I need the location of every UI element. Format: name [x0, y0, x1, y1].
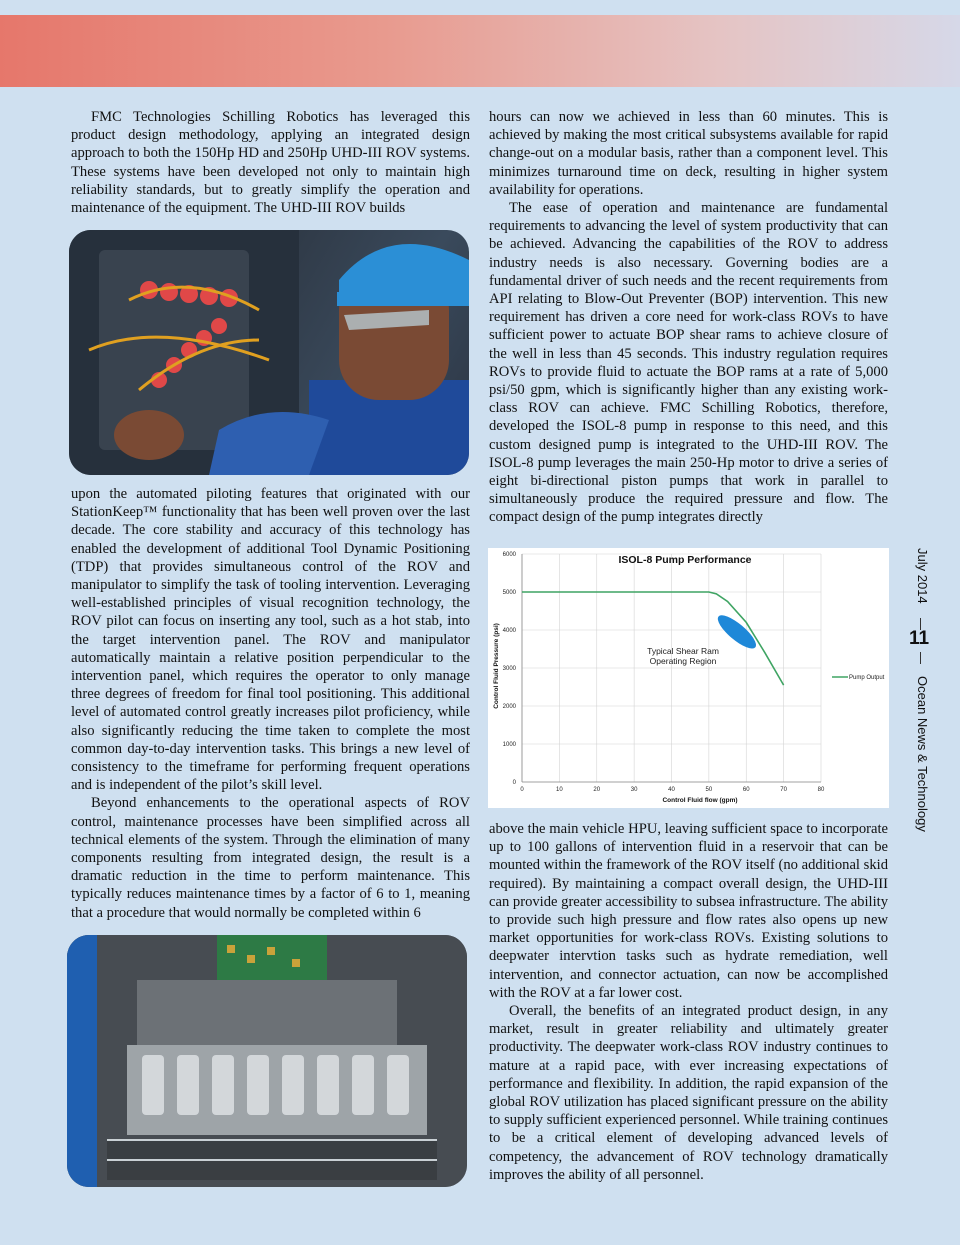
- paragraph: The ease of operation and maintenance are fundamental requirements to advancing the level of system productivity that can be achieved. Advancing the capabilities of the ROV to address industry needs is also necessary. Governing bodies are a fundamental driver of such needs and the recent requirements from API relating to Blow-Out Preventer (BOP) intervention. This new requirement has driven a core need for work-class ROVs to have sufficient power to actuate BOP shear rams to achieve closure of the well in less than 45 seconds. This industry regulation requires ROVs to provide fluid to actuate the BOP rams at a rate of 5,000 psi/50 gpm, which is significantly higher than any existing work-class ROV can achieve. FMC Schilling Robotics, therefore, developed the ISOL-8 pump in response to this need, and this custom designed pump is integrated to the UHD-III ROV. The ISOL-8 pump leverages the main 250-Hp motor to drive a series of eight bi-directional piston pumps that work in parallel to simultaneously produce the required pressure and flow. The compact design of the pump integrates directly: [489, 200, 888, 526]
- y-tick-label: 5000: [502, 590, 516, 596]
- article-column-2-bottom: [489, 820, 888, 1184]
- x-tick-label: 10: [556, 787, 563, 793]
- x-axis-label: Control Fluid flow (gpm): [662, 797, 738, 804]
- y-tick-label: 4000: [502, 628, 516, 634]
- annotation-line-2: Operating Region: [649, 656, 717, 666]
- technician-photo: [69, 230, 469, 475]
- paragraph: upon the automated piloting features that originated with our StationKeep™ functionality that has been well proven over the last decade. The core stability and accuracy of this technology has enabled the development of additional Tool Dynamic Positioning (TDP) that provides simultaneous control of the ROV and manipulator to simplify the task of tooling intervention. Leveraging well-established principles of visual recognition technology, the ROV pilot can focus on inserting any tool, such as a hot stab, into the target intervention panel. The ROV and manipulator automatically maintain a relative position perpendicular to the intervention panel, which requires the operator to only manage three degrees of freedom for final tool positioning. This additional level of automated control greatly increases pilot proficiency, while also significantly reducing the time taken to complete the most common day-to-day intervention tasks. This brings a new level of consistency to the timeframe for performing frequent operations and is independent of the pilot’s skill level.: [71, 486, 470, 794]
- article-column-1-top: [71, 108, 470, 217]
- x-tick-label: 80: [817, 787, 825, 793]
- x-tick-label: 50: [705, 787, 713, 793]
- y-tick-label: 0: [512, 780, 516, 786]
- paragraph: FMC Technologies Schilling Robotics has leveraged this product design methodology, applying an integrated design approach to both the 150Hp HD and 250Hp UHD-III ROV systems. These systems have been developed not only to maintain high reliability standards, but to greatly simplify the operation and maintenance of the equipment. The UHD-III ROV builds: [71, 109, 470, 217]
- legend-label: Pump Output: [849, 675, 885, 681]
- x-tick-label: 20: [593, 787, 601, 793]
- sidebar-divider: [920, 652, 921, 664]
- chart-svg: [488, 548, 889, 808]
- page-number: 11: [908, 628, 930, 649]
- paragraph: Overall, the benefits of an integrated product design, in any market, result in greater reliability and ultimately greater productivity. The deepwater work-class ROV industry continues to mature at a rapid pace, with ever increasing expectations of performance and flexibility. In addition, the rapid expansion of the global ROV utilization has placed significant pressure on the ability to supply sufficient experienced personnel. While training continues to be a critical element of developing advanced levels of competency, the advancement of ROV technology dramatically improves the ability of all personnel.: [489, 1003, 888, 1183]
- x-tick-label: 30: [630, 787, 638, 793]
- paragraph: Beyond enhancements to the operational aspects of ROV control, maintenance processes have been simplified across all technical elements of the system. Through the elimination of many components resulting from integrated design, the result is a dramatic reduction in the time to perform maintenance. This typically reduces maintenance times by a factor of 6 to 1, meaning that a procedure that would normally be completed within 6: [71, 795, 470, 921]
- y-tick-label: 6000: [502, 552, 516, 558]
- x-tick-label: 60: [742, 787, 750, 793]
- y-tick-label: 2000: [502, 704, 516, 710]
- header-band: [0, 15, 960, 87]
- chart-title: ISOL-8 Pump Performance: [618, 554, 752, 566]
- publication-name: Ocean News & Technology: [915, 676, 930, 832]
- article-column-2-top: [489, 108, 888, 527]
- pump-hardware-photo: [67, 935, 467, 1187]
- pump-performance-chart: [488, 548, 889, 808]
- y-tick-label: 1000: [502, 742, 516, 748]
- issue-date: July 2014: [915, 548, 930, 604]
- page-sidebar: [906, 548, 936, 848]
- y-tick-label: 3000: [502, 666, 516, 672]
- technician-photo-illustration: [69, 230, 469, 475]
- x-tick-label: 0: [520, 787, 524, 793]
- paragraph: above the main vehicle HPU, leaving sufficient space to incorporate up to 100 gallons of intervention fluid in a reservoir that can be mounted within the framework of the ROV itself (no additional skid required). By maintaining a compact overall design, the UHD-III can provide greater accessibility to subsea infrastructure. The ability to provide such high pressure and flow rates also opens up new market opportunities for work-class ROVs. Existing solutions to deepwater intervtion tasks such as hydrate remediation, well intervention, and connector actuation, can now be accomplished with the ROV at a far lower cost.: [489, 821, 888, 1001]
- operating-region: [713, 610, 760, 653]
- paragraph: hours can now we achieved in less than 60 minutes. This is achieved by making the most critical subsystems available for rapid change-out on a modular basis, rather than a component level. This minimizes turnaround time on deck, resulting in higher system availability for operations.: [489, 109, 888, 198]
- x-tick-label: 40: [668, 787, 675, 793]
- x-tick-label: 70: [780, 787, 787, 793]
- y-axis-label: Control Fluid Pressure (psi): [493, 623, 500, 709]
- annotation-line-1: Typical Shear Ram: [647, 646, 719, 656]
- pump-hardware-illustration: [67, 935, 467, 1187]
- article-column-1-bottom: [71, 485, 470, 922]
